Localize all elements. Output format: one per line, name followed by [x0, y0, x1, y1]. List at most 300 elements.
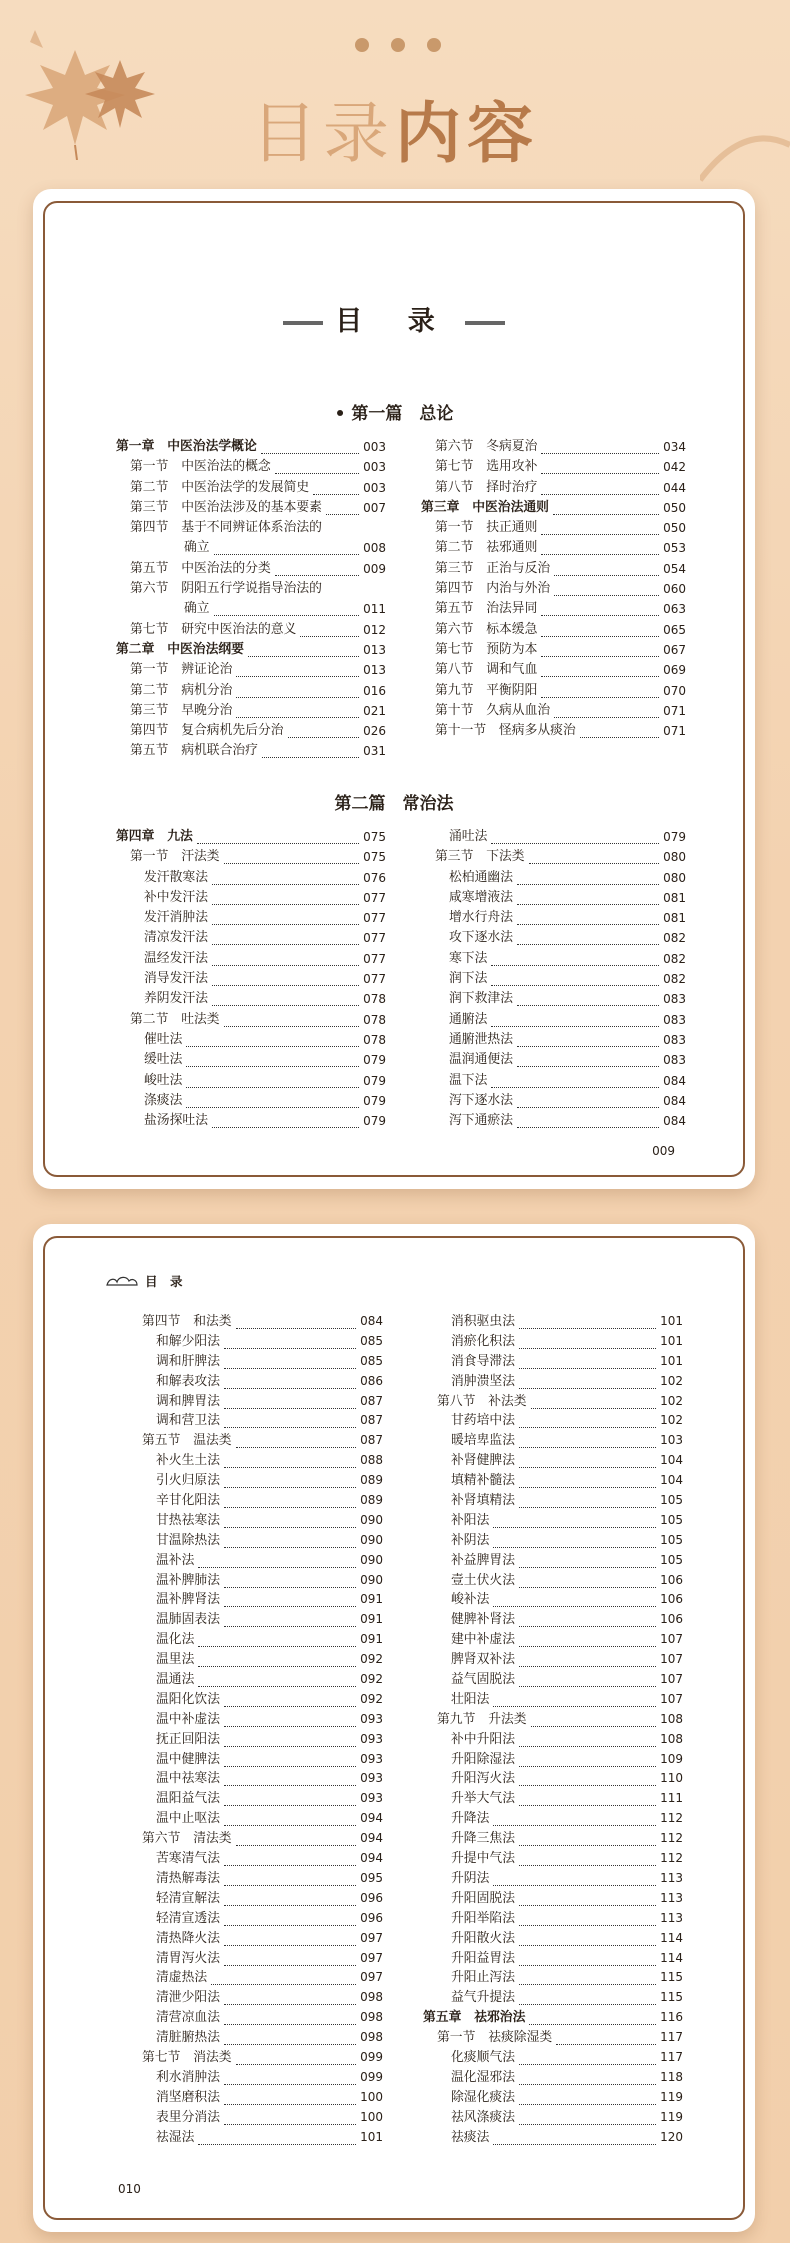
toc-entry-title: 升阴法	[451, 1870, 490, 1886]
toc-entry-title: 第五节 中医治法的分类	[130, 560, 271, 576]
toc-entry-title: 第六节 标本缓急	[435, 621, 538, 637]
toc-entry	[116, 478, 386, 498]
dot-leader	[519, 1496, 656, 1508]
toc-entry-title: 第七节 消法类	[142, 2049, 232, 2065]
toc-entry-title: 第五节 治法异同	[435, 601, 538, 617]
toc-entry-page: 113	[660, 1870, 683, 1885]
toc-entry-title: 壹土伏火法	[451, 1572, 515, 1588]
toc-entry	[423, 1750, 683, 1770]
toc-title: 目 录	[33, 299, 755, 338]
toc-entry-title: 温化湿邪法	[451, 2069, 515, 2085]
toc-entry	[421, 660, 686, 680]
dot-leader	[186, 1096, 359, 1108]
toc-entry-title: 补阴法	[451, 1532, 490, 1548]
cloud-ornament-icon	[105, 1274, 139, 1288]
dot-leader	[554, 706, 659, 718]
toc-page-010	[33, 1224, 755, 2232]
toc-entry-title: 增水行舟法	[449, 910, 513, 926]
toc-entry-page: 054	[663, 561, 686, 576]
toc-entry-title: 轻清宣透法	[156, 1910, 220, 1926]
toc-entry	[423, 1889, 683, 1909]
toc-entry	[421, 908, 686, 928]
dot-leader	[519, 1914, 656, 1926]
toc-entry	[116, 559, 386, 579]
toc-entry-title: 第十一节 怪病多从痰治	[435, 723, 576, 739]
dot-leader	[493, 2133, 656, 2145]
toc-entry-page: 106	[660, 1572, 683, 1587]
toc-entry-page: 082	[663, 972, 686, 987]
toc-entry-title: 第二章 中医治法纲要	[116, 641, 244, 657]
dot-leader	[519, 1894, 656, 1906]
dot	[355, 38, 369, 52]
toc-entry-title: 第一节 扶正通则	[435, 520, 538, 536]
toc-entry-title: 润下法	[449, 971, 488, 987]
toc-entry-page: 082	[663, 951, 686, 966]
toc-entry-page: 094	[360, 1831, 383, 1846]
toc-entry	[128, 1451, 383, 1471]
dot-leader	[224, 1794, 356, 1806]
toc-entry-title: 攻下逐水法	[449, 930, 513, 946]
toc-entry-title: 第四节 和法类	[142, 1314, 232, 1329]
toc-entry	[423, 1869, 683, 1889]
toc-entry-page: 108	[660, 1731, 683, 1746]
toc-entry-title: 第三章 中医治法通则	[421, 499, 549, 515]
dot-leader	[236, 706, 359, 718]
dot-leader	[517, 1035, 659, 1047]
toc-entry-page: 087	[360, 1433, 383, 1448]
toc-entry-page: 078	[363, 1032, 386, 1047]
toc-entry-page: 090	[360, 1532, 383, 1547]
toc-entry-title: 和解表攻法	[156, 1373, 220, 1389]
toc-entry	[423, 1690, 683, 1710]
dot-leader	[519, 1576, 656, 1588]
toc-entry-title: 催吐法	[144, 1031, 183, 1047]
toc-entry-page: 071	[663, 724, 686, 739]
toc-entry	[128, 2108, 383, 2128]
toc-entry	[128, 1949, 383, 1969]
toc-entry-title: 升阳举陷法	[451, 1910, 515, 1926]
toc-entry-page: 085	[360, 1353, 383, 1368]
toc-entry	[423, 1590, 683, 1610]
toc-entry-title: 健脾补肾法	[451, 1612, 515, 1628]
toc-entry-page: 053	[663, 541, 686, 556]
toc-entry-page: 079	[363, 1073, 386, 1088]
toc-entry-title: 祛风涤痰法	[451, 2109, 515, 2125]
dot-leader	[261, 442, 359, 454]
toc-entry-title: 第九节 平衡阴阳	[435, 682, 538, 698]
toc-entry-title: 养阴发汗法	[144, 991, 208, 1007]
toc-entry	[423, 1929, 683, 1949]
dot-leader	[531, 1715, 657, 1727]
toc-entry-title: 第六节 清法类	[142, 1831, 232, 1847]
toc-entry	[128, 1491, 383, 1511]
toc-entry	[116, 701, 386, 721]
dot-leader	[529, 852, 660, 864]
toc-entry	[421, 518, 686, 538]
toc-entry	[116, 989, 386, 1009]
toc-entry-title: 利水消肿法	[156, 2069, 220, 2085]
toc-entry-page: 087	[360, 1393, 383, 1408]
toc-entry	[423, 1949, 683, 1969]
toc-entry	[423, 1829, 683, 1849]
dot-leader	[236, 1317, 357, 1329]
dot-leader	[236, 1834, 357, 1846]
dot-leader	[541, 523, 659, 535]
dot-leader	[519, 1675, 656, 1687]
dot-leader	[224, 1576, 356, 1588]
toc-entry	[421, 888, 686, 908]
toc-entry-title: 确立	[184, 601, 210, 617]
toc-entry-title: 温中止呕法	[156, 1811, 220, 1827]
toc-entry-title: 第四节 内治与外治	[435, 581, 551, 597]
toc-entry-title: 辛甘化阳法	[156, 1493, 220, 1509]
toc-entry-title: 调和营卫法	[156, 1413, 220, 1429]
toc-entry	[128, 1411, 383, 1431]
toc-entry-title: 第八节 择时治疗	[435, 479, 538, 495]
toc-entry	[423, 1809, 683, 1829]
toc-entry	[421, 1050, 686, 1070]
dot-leader	[531, 1397, 657, 1409]
toc-entry-page: 110	[660, 1771, 683, 1786]
toc-entry-title: 补中升阳法	[451, 1731, 515, 1747]
toc-entry	[116, 1030, 386, 1050]
toc-entry-page: 101	[660, 1333, 683, 1348]
toc-entry-title: 补中发汗法	[144, 889, 208, 905]
part2-title: 第二篇 常治法	[334, 794, 454, 814]
toc-entry	[116, 518, 386, 538]
dot-leader	[236, 665, 359, 677]
toc-entry	[116, 969, 386, 989]
dot-leader	[212, 933, 359, 945]
dot-leader	[519, 1934, 656, 1946]
toc-entry-page: 093	[360, 1711, 383, 1726]
toc-entry-title: 消导发汗法	[144, 971, 208, 987]
toc-entry-title: 温中祛寒法	[156, 1771, 220, 1787]
toc-entry-title: 泻下通瘀法	[449, 1113, 513, 1129]
toc-entry	[421, 620, 686, 640]
toc-entry-title: 第五章 祛邪治法	[423, 2010, 526, 2026]
toc-entry	[128, 1571, 383, 1591]
toc-entry	[421, 1111, 686, 1131]
toc-entry	[421, 478, 686, 498]
dot-leader	[224, 1934, 356, 1946]
toc-entry-title: 第三节 下法类	[435, 849, 525, 865]
toc-entry	[421, 721, 686, 741]
toc-entry-title: 通腑泄热法	[449, 1031, 513, 1047]
toc-entry-title: 建中补虚法	[451, 1632, 515, 1648]
toc-entry-title: 甘热祛寒法	[156, 1512, 220, 1528]
running-head	[105, 1272, 183, 1290]
dot-leader	[541, 462, 659, 474]
toc-entry	[128, 2088, 383, 2108]
dot-leader	[517, 893, 659, 905]
toc-entry-page: 089	[360, 1493, 383, 1508]
toc-entry	[423, 1392, 683, 1412]
toc-entry-title: 第四章 九法	[116, 829, 193, 844]
toc-entry-title: 补益脾胃法	[451, 1552, 515, 1568]
toc-entry-page: 109	[660, 1751, 683, 1766]
dot-leader	[519, 2093, 656, 2105]
dot-leader	[224, 1416, 356, 1428]
dot-leader	[541, 686, 659, 698]
dot-leader	[541, 442, 659, 454]
toc-entry	[128, 1392, 383, 1412]
toc-entry-page: 091	[360, 1612, 383, 1627]
toc-entry	[423, 2028, 683, 2048]
toc-entry-page: 090	[360, 1552, 383, 1567]
toc-entry-page: 009	[363, 561, 386, 576]
dot-leader	[519, 1794, 656, 1806]
dot-leader	[212, 974, 359, 986]
toc-entry-page: 081	[663, 890, 686, 905]
toc-entry	[421, 559, 686, 579]
toc-entry-title: 温补脾肺法	[156, 1572, 220, 1588]
dot-leader	[554, 564, 659, 576]
dot-leader	[224, 1774, 356, 1786]
toc-entry-title: 温中健脾法	[156, 1751, 220, 1767]
toc-entry-title: 通腑法	[449, 1011, 488, 1027]
dot-leader	[300, 625, 359, 637]
dot-leader	[517, 1055, 659, 1067]
toc-entry-title: 第七节 选用攻补	[435, 459, 538, 475]
toc-entry-page: 092	[360, 1672, 383, 1687]
toc-entry	[423, 1968, 683, 1988]
toc-entry-title: 第一节 汗法类	[130, 849, 220, 865]
toc-entry-title: 温化法	[156, 1632, 195, 1648]
toc-entry-title: 清脏腑热法	[156, 2030, 220, 2046]
toc-entry-title: 温补法	[156, 1552, 195, 1568]
toc-entry	[116, 847, 386, 867]
toc-entry	[423, 1988, 683, 2008]
toc-entry	[423, 1531, 683, 1551]
toc-entry-title: 清营凉血法	[156, 2010, 220, 2026]
toc-entry-page: 112	[660, 1831, 683, 1846]
dot-leader	[491, 954, 659, 966]
toc-entry	[421, 538, 686, 558]
toc-entry-page: 008	[363, 541, 386, 556]
toc-entry-page: 063	[663, 602, 686, 617]
toc-entry-page: 070	[663, 683, 686, 698]
dot	[391, 38, 405, 52]
toc-entry	[116, 660, 386, 680]
toc-entry	[128, 1889, 383, 1909]
toc-entry-title: 补阳法	[451, 1512, 490, 1528]
toc-entry-page: 106	[660, 1612, 683, 1627]
toc-entry-page: 091	[360, 1592, 383, 1607]
toc-entry	[423, 1730, 683, 1750]
toc-entry-page: 093	[360, 1731, 383, 1746]
toc-entry	[128, 2048, 383, 2068]
dot-leader	[186, 1076, 359, 1088]
toc-entry-title: 第四节 复合病机先后分治	[130, 723, 284, 739]
dot-leader	[198, 1635, 356, 1647]
dot-leader	[224, 2033, 356, 2045]
dot-leader	[224, 1695, 356, 1707]
toc-entry-page: 114	[660, 1950, 683, 1965]
toc-entry-title: 清泄少阳法	[156, 1990, 220, 2006]
toc-entry-title: 第二节 病机分治	[130, 682, 233, 698]
toc-entry	[128, 1551, 383, 1571]
toc-entry-title: 升阳散火法	[451, 1930, 515, 1946]
toc-entry-page: 101	[660, 1314, 683, 1328]
toc-entry-title: 抚正回阳法	[156, 1731, 220, 1747]
toc-entry-page: 114	[660, 1930, 683, 1945]
toc-entry	[421, 599, 686, 619]
dot-leader	[519, 1476, 656, 1488]
toc-entry-page: 097	[360, 1950, 383, 1965]
toc-entry-page: 075	[363, 830, 386, 844]
dot-leader	[262, 746, 359, 758]
toc-entry-page: 077	[363, 931, 386, 946]
dot-leader	[236, 686, 359, 698]
toc-entry	[128, 1988, 383, 2008]
toc-entry	[128, 1670, 383, 1690]
page-number: 009	[652, 1144, 675, 1158]
toc-entry	[423, 2048, 683, 2068]
toc-entry-title: 第八节 调和气血	[435, 662, 538, 678]
toc-entry	[128, 1769, 383, 1789]
toc-entry	[423, 1352, 683, 1372]
toc-entry-title: 消食导滞法	[451, 1353, 515, 1369]
toc-entry-page: 060	[663, 582, 686, 597]
toc-entry-page: 102	[660, 1413, 683, 1428]
toc-entry-title: 温阳化饮法	[156, 1691, 220, 1707]
toc-entry-page: 021	[363, 703, 386, 718]
toc-entry	[421, 1030, 686, 1050]
toc-entry-title: 清凉发汗法	[144, 930, 208, 946]
toc-entry	[423, 1630, 683, 1650]
dot-leader	[224, 1755, 356, 1767]
toc-entry-page: 100	[360, 2109, 383, 2124]
toc-entry-title: 第六节 冬病夏治	[435, 439, 538, 454]
toc-entry-page: 105	[660, 1493, 683, 1508]
toc-entry-page: 067	[663, 642, 686, 657]
toc-entry	[128, 1730, 383, 1750]
toc-entry-title: 温阳益气法	[156, 1791, 220, 1807]
toc-entry-page: 092	[360, 1652, 383, 1667]
toc-entry	[423, 1650, 683, 1670]
toc-entry-page: 078	[363, 992, 386, 1007]
toc-entry	[128, 1809, 383, 1829]
toc-entry-page: 093	[360, 1791, 383, 1806]
toc-entry	[128, 2008, 383, 2028]
dot-leader	[212, 1116, 359, 1128]
toc-entry	[423, 1411, 683, 1431]
toc-entry-page: 077	[363, 951, 386, 966]
toc-page-009	[33, 189, 755, 1189]
toc-entry	[116, 928, 386, 948]
toc-entry	[421, 949, 686, 969]
header-dots	[355, 38, 441, 52]
toc-entry	[116, 888, 386, 908]
dot-leader	[313, 483, 359, 495]
dot-leader	[519, 1436, 656, 1448]
toc-entry	[423, 1610, 683, 1630]
toc-entry-page: 078	[363, 1012, 386, 1027]
toc-entry-page: 112	[660, 1851, 683, 1866]
toc-entry	[423, 1551, 683, 1571]
toc-entry-page: 096	[360, 1910, 383, 1925]
toc-entry-title: 清虚热法	[156, 1970, 208, 1986]
toc-entry	[421, 868, 686, 888]
dot-leader	[493, 1516, 656, 1528]
dot-leader	[517, 1096, 659, 1108]
toc-entry-title: 第一章 中医治法学概论	[116, 439, 257, 454]
toc-entry	[116, 721, 386, 741]
dot-leader	[517, 913, 659, 925]
toc-entry-page: 084	[663, 1114, 686, 1129]
dot-leader	[224, 1814, 356, 1826]
toc-entry	[423, 2068, 683, 2088]
toc-entry-page: 104	[660, 1453, 683, 1468]
toc-entry	[421, 827, 686, 847]
dot-leader	[224, 1337, 356, 1349]
toc-entry	[128, 1372, 383, 1392]
toc-entry-title: 轻清宣解法	[156, 1890, 220, 1906]
toc-entry	[423, 1769, 683, 1789]
toc-entry	[421, 928, 686, 948]
toc-entry-title: 升提中气法	[451, 1851, 515, 1867]
toc-entry	[421, 498, 686, 518]
toc-entry	[423, 1670, 683, 1690]
dot-leader	[541, 645, 659, 657]
toc-column-left-2	[116, 827, 386, 1131]
toc-entry-page: 079	[363, 1053, 386, 1068]
toc-entry-title: 发汗消肿法	[144, 910, 208, 926]
dot-leader	[491, 832, 659, 844]
toc-entry	[128, 1312, 383, 1332]
toc-entry-title: 清热降火法	[156, 1930, 220, 1946]
dot-leader	[211, 1973, 356, 1985]
dot-leader	[224, 2013, 356, 2025]
toc-entry	[421, 1071, 686, 1091]
header-title-thin: 目录	[251, 95, 395, 172]
toc-entry-page: 108	[660, 1711, 683, 1726]
dot-leader	[493, 1595, 656, 1607]
toc-entry	[128, 1968, 383, 1988]
toc-entry-page: 016	[363, 683, 386, 698]
toc-entry-page: 080	[663, 850, 686, 865]
toc-entry-title: 第三节 早晚分治	[130, 702, 233, 718]
toc-entry-page: 094	[360, 1851, 383, 1866]
dot-leader	[553, 503, 659, 515]
toc-entry-page: 085	[360, 1333, 383, 1348]
toc-entry-page: 077	[363, 890, 386, 905]
toc-entry-page: 065	[663, 622, 686, 637]
toc-column-right	[421, 437, 686, 741]
toc-entry	[128, 1690, 383, 1710]
toc-entry-title: 第九节 升法类	[437, 1711, 527, 1727]
toc-entry	[128, 1909, 383, 1929]
toc-entry	[423, 1312, 683, 1332]
dot-leader	[224, 2113, 356, 2125]
toc-entry	[421, 847, 686, 867]
toc-entry-title: 升阳泻火法	[451, 1771, 515, 1787]
dot-leader	[519, 1993, 656, 2005]
toc-entry-title: 升降三焦法	[451, 1831, 515, 1847]
toc-entry-title: 升阳固脱法	[451, 1890, 515, 1906]
toc-entry	[128, 1650, 383, 1670]
toc-entry-title: 温通法	[156, 1672, 195, 1688]
toc-entry-title: 盐汤探吐法	[144, 1113, 208, 1129]
dot-leader	[519, 1635, 656, 1647]
dot-leader	[493, 1536, 656, 1548]
toc-entry-title: 咸寒增液法	[449, 889, 513, 905]
toc-entry	[423, 2128, 683, 2148]
toc-entry-page: 083	[663, 1012, 686, 1027]
toc-entry-page: 113	[660, 1910, 683, 1925]
toc-entry-page: 077	[363, 972, 386, 987]
